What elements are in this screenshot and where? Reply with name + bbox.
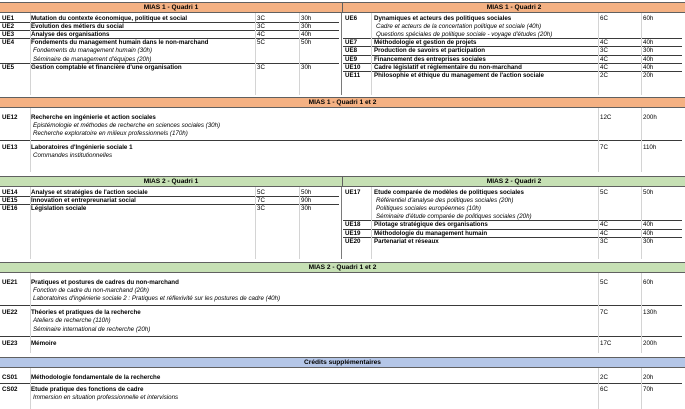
row-separator (0, 140, 682, 141)
course-code: UE1 (2, 15, 15, 22)
course-credits: 3C (600, 47, 608, 55)
course-hours: 50h (301, 189, 312, 196)
header-mias2-quadri2: MIAS 2 - Quadri 2 (342, 177, 685, 186)
header-mias1-quadri2: MIAS 1 - Quadri 2 (342, 3, 685, 12)
row-separator (0, 383, 682, 384)
course-title: Dynamiques et acteurs des politiques sociales (374, 15, 512, 22)
column-guide (30, 108, 31, 172)
course-credits: 17C (600, 339, 612, 347)
course-subitem: Séminaire international de recherche (20h) (33, 325, 151, 333)
column-guide (598, 13, 599, 95)
course-credits: 6C (600, 386, 608, 394)
column-guide (371, 13, 372, 95)
course-hours: 130h (643, 309, 657, 317)
course-hours: 30h (301, 23, 312, 31)
course-code: UE4 (2, 39, 15, 47)
course-code: UE20 (345, 237, 361, 245)
course-credits: 5C (600, 279, 608, 286)
course-code: CS01 (2, 374, 18, 381)
course-credits: 5C (257, 39, 265, 47)
section-header-mias2-both: MIAS 2 - Quadri 1 et 2 (0, 262, 685, 273)
course-code: UE22 (2, 309, 18, 317)
course-hours: 30h (643, 47, 654, 55)
course-code: UE8 (345, 47, 358, 55)
course-credits: 7C (600, 144, 608, 152)
course-title: Analyse et stratégies de l'action sociale (31, 189, 148, 196)
column-divider (341, 187, 342, 259)
course-credits: 4C (600, 55, 608, 63)
block-mias1-quadri2 (0, 13, 685, 95)
section-header-mias2-split (0, 176, 685, 187)
course-code: UE21 (2, 279, 18, 286)
course-hours: 30h (643, 237, 654, 245)
course-title: Fondements du management humain dans le non-marchand (31, 39, 209, 47)
course-code: UE9 (345, 55, 358, 63)
course-title: Financement des entreprises sociales (374, 55, 486, 63)
course-title: Etude comparée de modèles de politiques sociales (374, 189, 524, 196)
course-code: UE5 (2, 63, 15, 71)
column-guide (641, 368, 642, 409)
course-hours: 60h (643, 15, 654, 22)
course-code: UE13 (2, 144, 18, 152)
header-mias2-quadri1: MIAS 2 - Quadri 1 (143, 178, 199, 185)
course-code: UE17 (345, 189, 361, 196)
course-credits: 4C (600, 39, 608, 47)
course-title: Pratiques et postures de cadres du non-marchand (31, 279, 179, 286)
course-credits: 2C (600, 71, 608, 79)
course-credits: 2C (600, 374, 608, 381)
course-hours: 40h (643, 63, 654, 71)
section-header-mias1-split (0, 2, 685, 13)
course-hours: 60h (643, 279, 654, 286)
course-code: UE10 (345, 63, 361, 71)
course-hours: 200h (643, 339, 657, 347)
course-title: Pilotage stratégique des organisations (374, 221, 488, 229)
block-mias1-quadri12 (0, 108, 685, 172)
course-title: Mutation du contexte économique, politique et social (31, 15, 188, 22)
course-credits: 12C (600, 114, 612, 121)
column-guide (371, 187, 372, 259)
course-credits: 3C (257, 23, 265, 31)
course-hours: 20h (643, 374, 654, 381)
course-code: UE11 (345, 71, 361, 79)
course-subitem: Cadre et acteurs de la concertation politique et sociale (40h) (376, 23, 542, 31)
course-hours: 20h (643, 71, 654, 79)
column-guide (641, 108, 642, 172)
course-subitem: Ateliers de recherche (110h) (33, 317, 111, 325)
course-credits: 4C (600, 221, 608, 229)
course-subitem: Politiques sociales européennes (10h) (376, 205, 481, 213)
course-hours: 70h (643, 386, 654, 394)
course-title: Mémoire (31, 339, 57, 347)
column-guide (641, 273, 642, 353)
course-title: Etude pratique des fonctions de cadre (31, 386, 144, 394)
course-hours: 30h (301, 205, 312, 213)
header-mias1-quadri1: MIAS 1 - Quadri 1 (143, 4, 199, 11)
block-mias2-quadri12 (0, 273, 685, 353)
course-code: UE6 (345, 15, 358, 22)
course-hours: 40h (643, 229, 654, 237)
course-title: Philosophie et éthique du management de l'action sociale (374, 71, 544, 79)
course-subitem: Référentiel d'analyse des politiques sociales (20h) (376, 197, 514, 205)
course-credits: 4C (257, 31, 265, 39)
course-credits: 3C (257, 15, 265, 22)
course-subitem: Séminaire d'étude comparée de politiques sociales (20h) (376, 213, 532, 221)
course-code: UE2 (2, 23, 15, 31)
course-credits: 5C (257, 189, 265, 196)
block-extra-credits (0, 368, 685, 409)
row-separator (0, 305, 682, 306)
course-hours: 90h (301, 197, 312, 205)
column-divider (341, 13, 342, 95)
course-title: Innovation et entrepreunariat social (31, 197, 136, 205)
course-credits: 5C (600, 189, 608, 196)
course-title: Analyse des organisations (31, 31, 110, 39)
column-guide (598, 108, 599, 172)
column-guide (598, 187, 599, 259)
course-title: Cadre législatif et réglementaire du non-marchand (374, 63, 522, 71)
course-hours: 50h (301, 39, 312, 47)
course-subitem: Questions spéciales de politique sociale - voyage d'études (20h) (376, 31, 553, 39)
course-subitem: Séminaire de management d'équipes (20h) (33, 55, 152, 63)
course-subitem: Commandes institutionnelles (33, 152, 113, 160)
course-subitem: Fonction de cadre du non-marchand (20h) (33, 287, 149, 295)
course-code: UE7 (345, 39, 358, 47)
course-title: Partenariat et réseaux (374, 237, 439, 245)
course-subitem: Laboratoires d'ingénierie sociale 2 : Pratiques et réflexivité sur les postures de cadre (40h) (33, 295, 281, 303)
column-guide (641, 187, 642, 259)
course-hours: 30h (301, 63, 312, 71)
course-title: Evolution des métiers du social (31, 23, 124, 31)
course-credits: 3C (257, 205, 265, 213)
course-title: Laboratoires d'Ingénierie sociale 1 (31, 144, 133, 152)
course-credits: 6C (600, 15, 608, 22)
course-code: UE19 (345, 229, 361, 237)
course-subitem: Epistémologie et méthodes de recherche en sciences sociales (30h) (33, 122, 221, 130)
course-code: UE3 (2, 31, 15, 39)
section-header-mias1-both: MIAS 1 - Quadri 1 et 2 (0, 97, 685, 108)
course-hours: 40h (643, 39, 654, 47)
course-hours: 40h (643, 55, 654, 63)
course-subitem: Immersion en situation professionnelle et intervisions (33, 394, 179, 402)
course-code: UE23 (2, 339, 18, 347)
course-hours: 40h (301, 31, 312, 39)
column-guide (598, 273, 599, 353)
course-credits: 4C (600, 63, 608, 71)
column-guide (641, 13, 642, 95)
column-guide (30, 273, 31, 353)
column-guide (30, 368, 31, 409)
course-code: UE15 (2, 197, 18, 205)
course-subitem: Recherche exploratoire en milieux professionnels (170h) (33, 130, 188, 138)
course-credits: 7C (257, 197, 265, 205)
course-hours: 40h (643, 221, 654, 229)
course-credits: 3C (600, 237, 608, 245)
course-title: Recherche en ingénierie et action sociales (31, 114, 156, 121)
course-title: Méthodologie et gestion de projets (374, 39, 477, 47)
course-subitem: Fondements du management humain (30h) (33, 47, 153, 55)
course-hours: 200h (643, 114, 657, 121)
column-guide (598, 368, 599, 409)
course-code: UE18 (345, 221, 361, 229)
course-title: Production de savoirs et participation (374, 47, 486, 55)
course-credits: 7C (600, 309, 608, 317)
section-header-extra-credits: Crédits supplémentaires (0, 357, 685, 368)
course-title: Théories et pratiques de la recherche (31, 309, 141, 317)
course-code: UE16 (2, 205, 18, 213)
course-code: UE14 (2, 189, 18, 196)
course-title: Législation sociale (31, 205, 87, 213)
course-hours: 50h (643, 189, 654, 196)
course-hours: 30h (301, 15, 312, 22)
course-title: Méthodologie du management humain (374, 229, 488, 237)
course-title: Gestion comptable et financière d'une organisation (31, 63, 182, 71)
course-hours: 110h (643, 144, 657, 152)
row-separator (0, 336, 682, 337)
course-credits: 3C (257, 63, 265, 71)
course-code: CS02 (2, 386, 18, 394)
course-code: UE12 (2, 114, 18, 121)
course-title: Méthodologie fondamentale de la recherche (31, 374, 161, 381)
course-credits: 4C (600, 229, 608, 237)
block-mias2-quadri2 (0, 187, 685, 259)
